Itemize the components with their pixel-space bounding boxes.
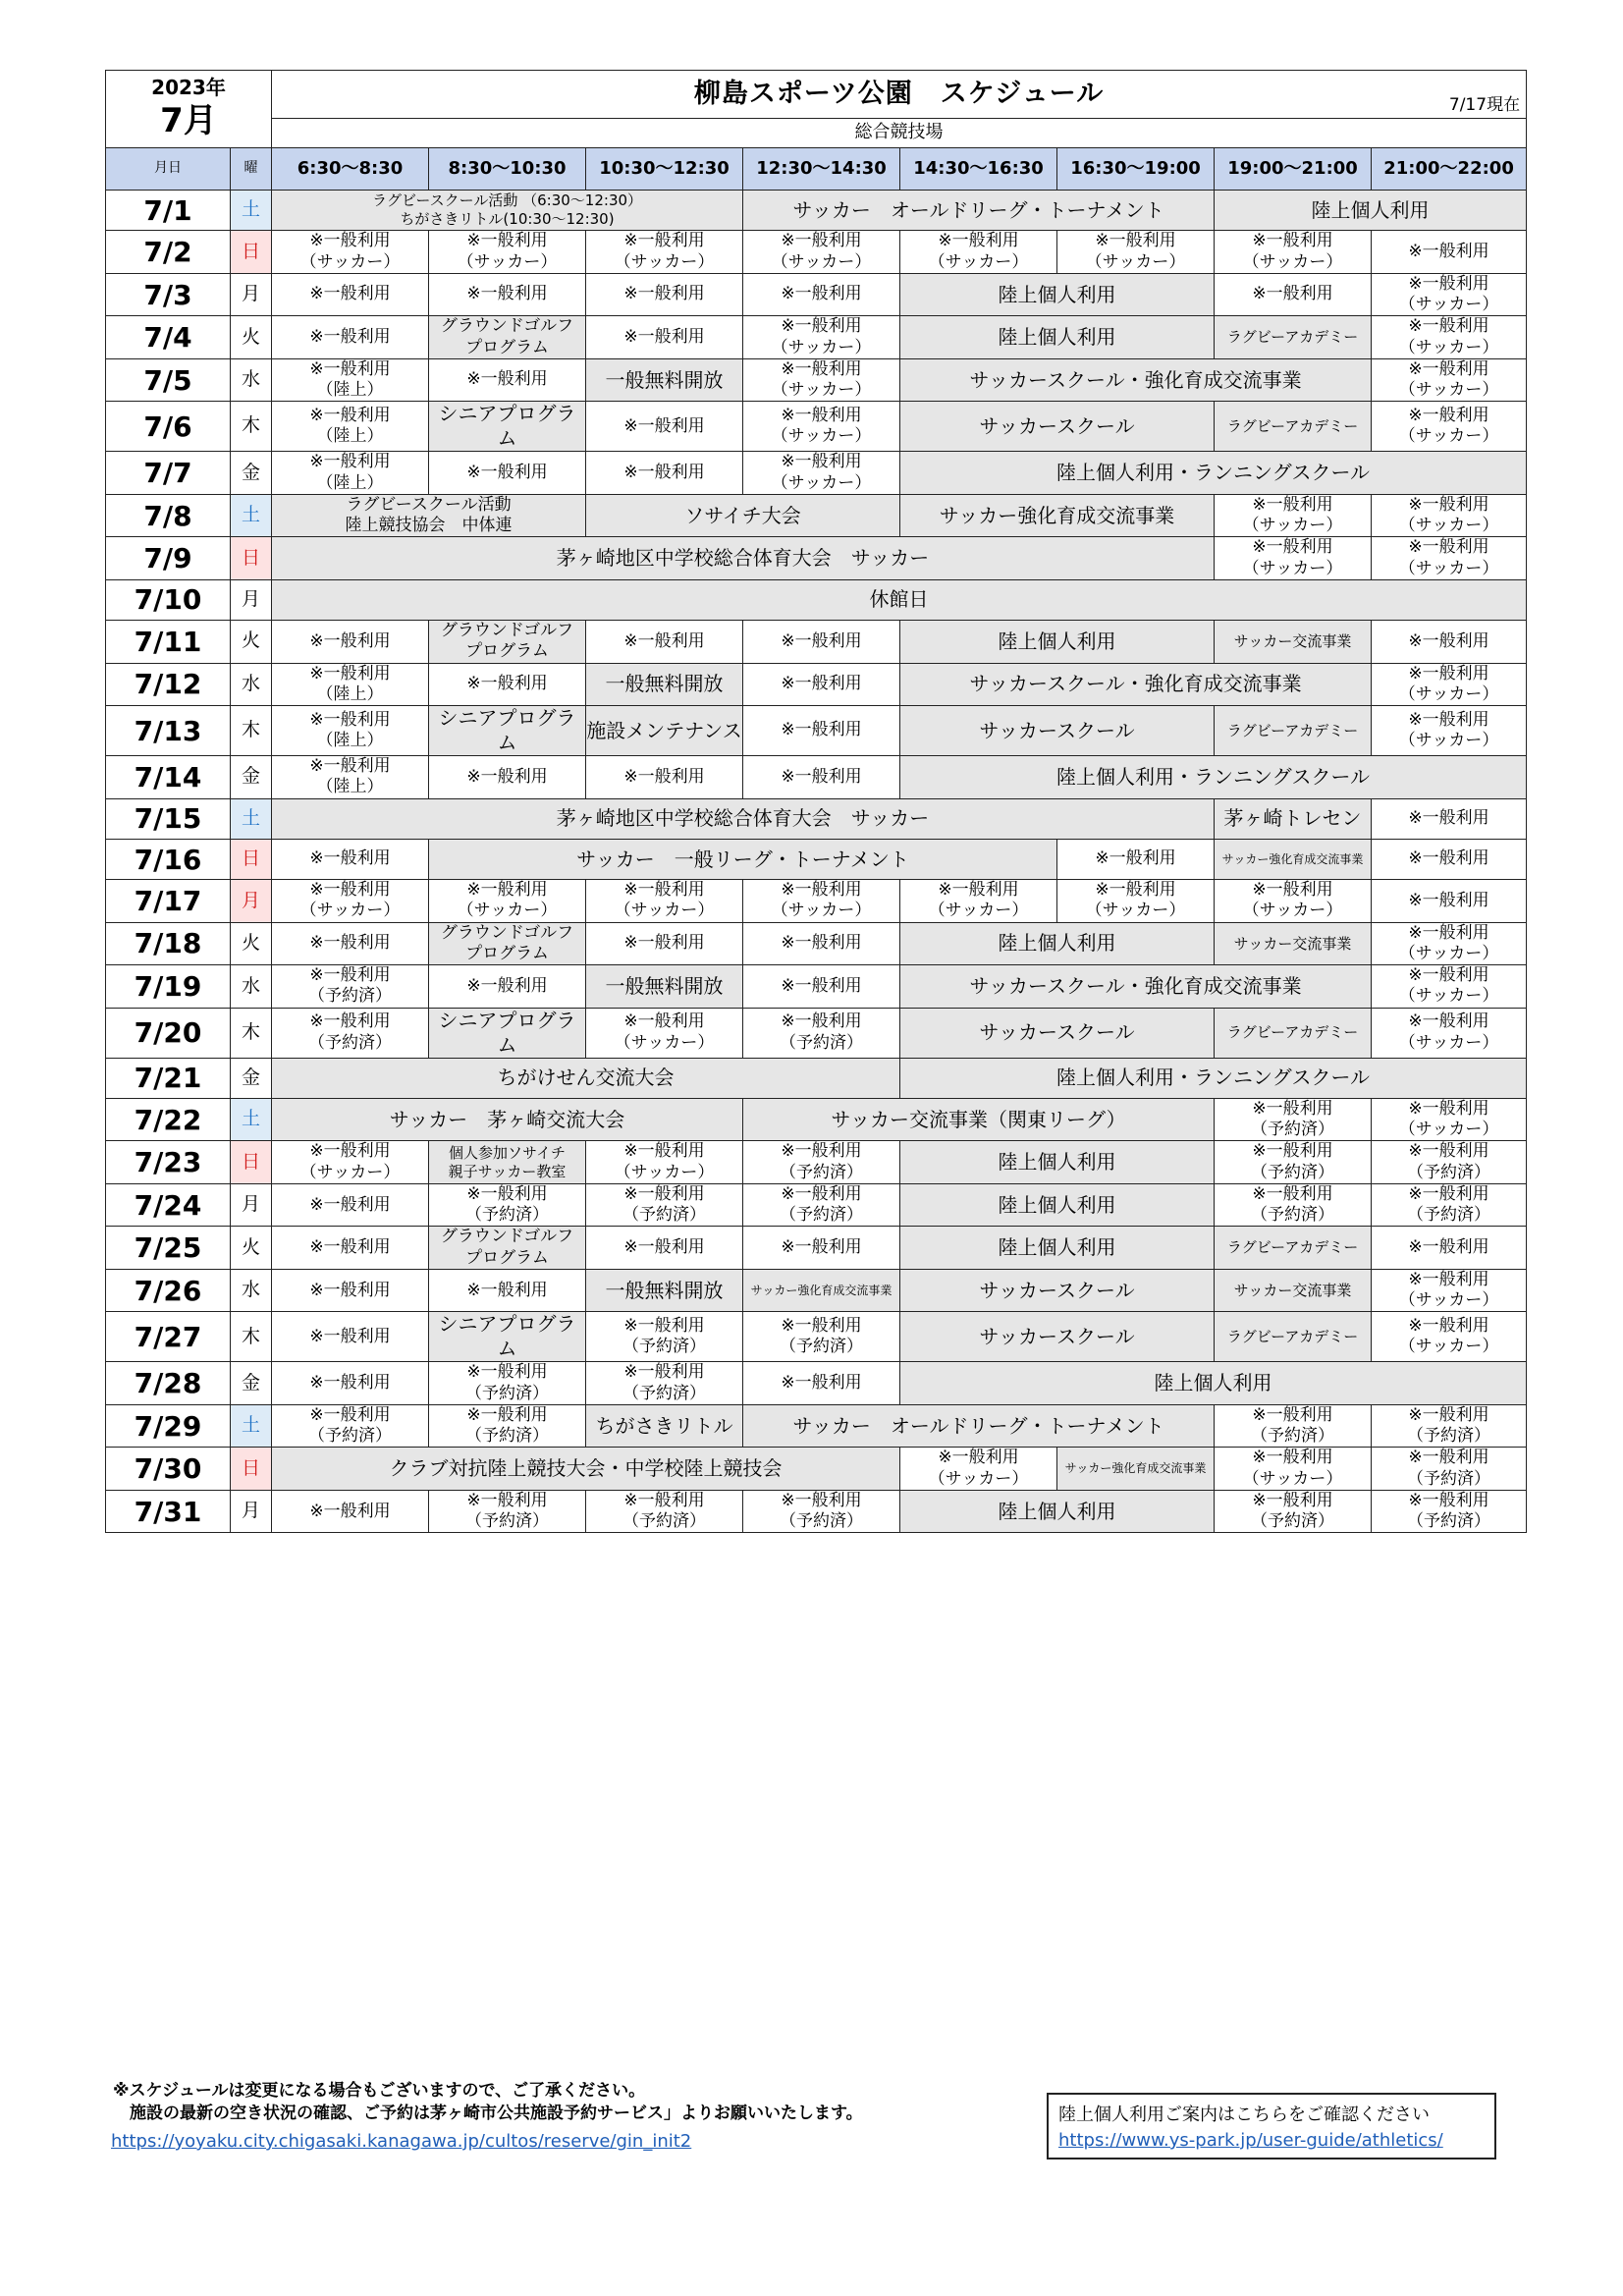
schedule-cell: ※一般利用 (429, 756, 586, 799)
schedule-row (106, 1141, 1527, 1184)
schedule-cell: ※一般利用 （サッカー） (272, 231, 429, 274)
schedule-cell: ※一般利用 （サッカー） (743, 452, 900, 495)
row-day-of-week: 水 (231, 663, 272, 706)
row-date: 7/13 (106, 706, 231, 756)
row-date: 7/21 (106, 1058, 231, 1098)
as-of-date: 7/17現在 (1448, 94, 1521, 115)
schedule-cell: サッカー交流事業 (1215, 1269, 1372, 1312)
row-date: 7/27 (106, 1312, 231, 1362)
row-day-of-week: 金 (231, 756, 272, 799)
schedule-cell: ※一般利用 （予約済） (586, 1183, 743, 1227)
schedule-cell: ※一般利用 （予約済） (429, 1362, 586, 1405)
schedule-row (106, 452, 1527, 495)
schedule-row (106, 1404, 1527, 1448)
schedule-cell: ※一般利用 （予約済） (743, 1008, 900, 1058)
schedule-cell: ※一般利用 (743, 621, 900, 664)
schedule-cell: サッカー交流事業 (1215, 621, 1372, 664)
schedule-cell: 陸上個人利用・ランニングスクール (900, 452, 1527, 495)
schedule-cell: ※一般利用 (1057, 839, 1215, 879)
row-date: 7/17 (106, 880, 231, 923)
schedule-row (106, 231, 1527, 274)
schedule-cell: ※一般利用 （予約済） (586, 1490, 743, 1533)
schedule-cell: ※一般利用 （サッカー） (1372, 537, 1527, 580)
schedule-cell: ※一般利用 (272, 1490, 429, 1533)
schedule-cell: ※一般利用 （サッカー） (1215, 494, 1372, 537)
schedule-cell: ソサイチ大会 (586, 494, 900, 537)
footer-notes (113, 2080, 863, 2125)
venue-label: 総合競技場 (272, 119, 1527, 148)
row-day-of-week: 木 (231, 402, 272, 452)
time-slot-header: 19:00～21:00 (1215, 148, 1372, 191)
schedule-row (106, 316, 1527, 359)
schedule-cell: ※一般利用 (272, 1312, 429, 1362)
schedule-cell: 陸上個人利用・ランニングスクール (900, 756, 1527, 799)
schedule-cell: ※一般利用 (272, 1227, 429, 1270)
schedule-cell: ※一般利用 （陸上） (272, 706, 429, 756)
schedule-cell: ※一般利用 (272, 922, 429, 965)
row-date: 7/29 (106, 1404, 231, 1448)
schedule-cell: ちがさきリトル (586, 1404, 743, 1448)
row-day-of-week: 土 (231, 494, 272, 537)
schedule-cell: サッカースクール・強化育成交流事業 (900, 965, 1372, 1009)
schedule-cell: ※一般利用 （陸上） (272, 452, 429, 495)
athletics-info-box (1047, 2093, 1496, 2159)
schedule-cell: ※一般利用 (429, 452, 586, 495)
schedule-cell: ※一般利用 （サッカー） (1372, 316, 1527, 359)
schedule-cell: ※一般利用 （予約済） (429, 1490, 586, 1533)
schedule-row (106, 621, 1527, 664)
schedule-cell: グラウンドゴルフ プログラム (429, 1227, 586, 1270)
schedule-cell: 陸上個人利用 (900, 1183, 1215, 1227)
row-date: 7/23 (106, 1141, 231, 1184)
schedule-table (105, 70, 1527, 1533)
schedule-cell: ※一般利用 （サッカー） (272, 880, 429, 923)
schedule-cell: ※一般利用 （サッカー） (1372, 494, 1527, 537)
schedule-cell: ※一般利用 (586, 922, 743, 965)
schedule-cell: ※一般利用 （サッカー） (1057, 231, 1215, 274)
schedule-cell: 茅ヶ崎トレセン (1215, 798, 1372, 839)
schedule-cell: ※一般利用 （サッカー） (429, 880, 586, 923)
schedule-cell: 陸上個人利用 (900, 621, 1215, 664)
time-slot-header: 6:30～8:30 (272, 148, 429, 191)
schedule-cell: ※一般利用 （予約済） (1372, 1448, 1527, 1491)
schedule-cell: ※一般利用 (586, 452, 743, 495)
schedule-cell: 陸上個人利用 (900, 1141, 1215, 1184)
schedule-cell: ※一般利用 （予約済） (743, 1183, 900, 1227)
row-date: 7/31 (106, 1490, 231, 1533)
schedule-row (106, 1312, 1527, 1362)
schedule-cell: ※一般利用 （サッカー） (1057, 880, 1215, 923)
schedule-cell: グラウンドゴルフ プログラム (429, 621, 586, 664)
schedule-cell: ※一般利用 （サッカー） (1215, 1448, 1372, 1491)
reservation-link[interactable]: https://yoyaku.city.chigasaki.kanagawa.jp/cultos/reserve/gin_init2 (111, 2131, 692, 2152)
row-day-of-week: 金 (231, 452, 272, 495)
schedule-cell: ※一般利用 (429, 1269, 586, 1312)
row-day-of-week: 火 (231, 621, 272, 664)
schedule-cell: ※一般利用 （サッカー） (586, 231, 743, 274)
schedule-cell: シニアプログラム (429, 402, 586, 452)
schedule-cell: 陸上個人利用 (900, 1362, 1527, 1405)
schedule-cell: ※一般利用 (743, 756, 900, 799)
row-date: 7/16 (106, 839, 231, 879)
schedule-cell: サッカー 一般リーグ・トーナメント (429, 839, 1057, 879)
schedule-cell: ※一般利用 （サッカー） (900, 1448, 1057, 1491)
schedule-cell: ラグビーアカデミー (1215, 706, 1372, 756)
schedule-cell: ※一般利用 (743, 1227, 900, 1270)
schedule-cell: ※一般利用 （サッカー） (743, 231, 900, 274)
schedule-cell: ※一般利用 （サッカー） (743, 402, 900, 452)
schedule-cell: 一般無料開放 (586, 358, 743, 402)
schedule-cell: 茅ヶ崎地区中学校総合体育大会 サッカー (272, 798, 1215, 839)
schedule-cell: ※一般利用 （サッカー） (1215, 231, 1372, 274)
schedule-cell: ※一般利用 (1372, 231, 1527, 274)
row-date: 7/10 (106, 579, 231, 620)
schedule-cell: サッカー オールドリーグ・トーナメント (743, 191, 1215, 231)
schedule-cell: ラグビースクール活動 （6:30～12:30） ちがさきリトル(10:30～12:30) (272, 191, 743, 231)
schedule-cell: ※一般利用 （サッカー） (1372, 1008, 1527, 1058)
schedule-row (106, 1490, 1527, 1533)
schedule-cell: 一般無料開放 (586, 965, 743, 1009)
schedule-cell: ※一般利用 (586, 316, 743, 359)
schedule-cell: ※一般利用 （サッカー） (272, 1141, 429, 1184)
schedule-cell: ラグビーアカデミー (1215, 1312, 1372, 1362)
schedule-cell: ※一般利用 (1372, 880, 1527, 923)
schedule-row (106, 663, 1527, 706)
schedule-cell: ラグビーアカデミー (1215, 1227, 1372, 1270)
schedule-cell: ※一般利用 (743, 1362, 900, 1405)
row-date: 7/26 (106, 1269, 231, 1312)
row-day-of-week: 金 (231, 1058, 272, 1098)
schedule-cell: ※一般利用 （サッカー） (586, 1008, 743, 1058)
row-date: 7/1 (106, 191, 231, 231)
schedule-cell: ※一般利用 （予約済） (1372, 1490, 1527, 1533)
row-day-of-week: 土 (231, 191, 272, 231)
row-day-of-week: 日 (231, 231, 272, 274)
schedule-cell: ※一般利用 （サッカー） (743, 880, 900, 923)
schedule-cell: ※一般利用 (429, 273, 586, 316)
schedule-cell: ラグビーアカデミー (1215, 402, 1372, 452)
row-date: 7/11 (106, 621, 231, 664)
col-dow-header: 曜 (231, 148, 272, 191)
schedule-cell: ※一般利用 （サッカー） (1372, 402, 1527, 452)
schedule-cell: サッカースクール (900, 1269, 1215, 1312)
schedule-cell: サッカー交流事業（関東リーグ） (743, 1098, 1215, 1141)
row-day-of-week: 土 (231, 798, 272, 839)
row-day-of-week: 水 (231, 358, 272, 402)
schedule-cell: ※一般利用 （サッカー） (429, 231, 586, 274)
row-day-of-week: 月 (231, 880, 272, 923)
schedule-row (106, 1058, 1527, 1098)
time-slot-header: 21:00～22:00 (1372, 148, 1527, 191)
schedule-cell: シニアプログラム (429, 1312, 586, 1362)
schedule-row (106, 1362, 1527, 1405)
schedule-cell: サッカー 茅ヶ崎交流大会 (272, 1098, 743, 1141)
row-date: 7/5 (106, 358, 231, 402)
schedule-cell: ※一般利用 （予約済） (272, 1404, 429, 1448)
schedule-cell: ※一般利用 （サッカー） (1372, 922, 1527, 965)
athletics-guide-link[interactable]: https://www.ys-park.jp/user-guide/athletics/ (1058, 2130, 1443, 2151)
schedule-cell: ※一般利用 （予約済） (586, 1312, 743, 1362)
row-date: 7/18 (106, 922, 231, 965)
schedule-cell: ※一般利用 （予約済） (586, 1362, 743, 1405)
schedule-row (106, 922, 1527, 965)
month-label: 7月 (160, 101, 217, 141)
row-day-of-week: 土 (231, 1098, 272, 1141)
row-date: 7/12 (106, 663, 231, 706)
row-date: 7/28 (106, 1362, 231, 1405)
schedule-cell: ラグビーアカデミー (1215, 316, 1372, 359)
schedule-row (106, 798, 1527, 839)
schedule-row (106, 1448, 1527, 1491)
schedule-cell: ※一般利用 (1372, 839, 1527, 879)
row-day-of-week: 日 (231, 537, 272, 580)
footer-note-1: ※スケジュールは変更になる場合もございますので、ご了承ください。 (113, 2081, 646, 2101)
schedule-cell: ※一般利用 (743, 922, 900, 965)
schedule-cell: グラウンドゴルフ プログラム (429, 316, 586, 359)
schedule-cell: ※一般利用 （サッカー） (1372, 273, 1527, 316)
schedule-cell: 陸上個人利用 (900, 1227, 1215, 1270)
row-day-of-week: 日 (231, 1141, 272, 1184)
time-slot-header: 8:30～10:30 (429, 148, 586, 191)
schedule-cell: ※一般利用 （予約済） (272, 965, 429, 1009)
schedule-cell: ※一般利用 (1215, 273, 1372, 316)
schedule-cell: ※一般利用 (743, 965, 900, 1009)
schedule-row (106, 358, 1527, 402)
schedule-cell: ※一般利用 (272, 621, 429, 664)
schedule-cell: サッカー オールドリーグ・トーナメント (743, 1404, 1215, 1448)
schedule-cell: 一般無料開放 (586, 1269, 743, 1312)
schedule-row (106, 880, 1527, 923)
row-day-of-week: 土 (231, 1404, 272, 1448)
schedule-cell: ※一般利用 （陸上） (272, 402, 429, 452)
schedule-cell: 陸上個人利用 (900, 273, 1215, 316)
schedule-cell: サッカースクール (900, 706, 1215, 756)
schedule-cell: 陸上個人利用 (900, 922, 1215, 965)
schedule-cell: ※一般利用 （予約済） (1215, 1490, 1372, 1533)
schedule-cell: ※一般利用 （予約済） (1215, 1183, 1372, 1227)
row-day-of-week: 木 (231, 1008, 272, 1058)
schedule-cell: ※一般利用 （予約済） (1372, 1141, 1527, 1184)
schedule-cell: 個人参加ソサイチ 親子サッカー教室 (429, 1141, 586, 1184)
col-date-header: 月日 (106, 148, 231, 191)
schedule-cell: ※一般利用 （陸上） (272, 358, 429, 402)
row-day-of-week: 月 (231, 1490, 272, 1533)
row-day-of-week: 月 (231, 579, 272, 620)
schedule-cell: ※一般利用 （予約済） (1215, 1141, 1372, 1184)
schedule-row (106, 965, 1527, 1009)
row-day-of-week: 木 (231, 706, 272, 756)
schedule-cell: ※一般利用 （予約済） (1215, 1404, 1372, 1448)
row-day-of-week: 月 (231, 273, 272, 316)
schedule-cell: ※一般利用 （予約済） (743, 1490, 900, 1533)
row-day-of-week: 火 (231, 922, 272, 965)
schedule-row (106, 756, 1527, 799)
schedule-cell: ※一般利用 （予約済） (429, 1404, 586, 1448)
schedule-cell: ※一般利用 (1372, 621, 1527, 664)
schedule-cell: ※一般利用 （サッカー） (586, 1141, 743, 1184)
schedule-cell: ※一般利用 （サッカー） (1372, 706, 1527, 756)
year-month-cell (106, 71, 272, 148)
schedule-row (106, 1269, 1527, 1312)
schedule-cell: ※一般利用 （サッカー） (743, 316, 900, 359)
schedule-cell: クラブ対抗陸上競技大会・中学校陸上競技会 (272, 1448, 900, 1491)
time-slot-header: 16:30～19:00 (1057, 148, 1215, 191)
schedule-row (106, 537, 1527, 580)
time-slot-header: 10:30～12:30 (586, 148, 743, 191)
schedule-row (106, 579, 1527, 620)
row-date: 7/22 (106, 1098, 231, 1141)
schedule-cell: サッカー交流事業 (1215, 922, 1372, 965)
time-slot-header: 12:30～14:30 (743, 148, 900, 191)
schedule-cell: ※一般利用 （サッカー） (1372, 358, 1527, 402)
row-day-of-week: 日 (231, 839, 272, 879)
schedule-row (106, 706, 1527, 756)
schedule-cell: ちがけせん交流大会 (272, 1058, 900, 1098)
schedule-cell: サッカー強化育成交流事業 (1057, 1448, 1215, 1491)
schedule-cell: サッカースクール・強化育成交流事業 (900, 663, 1372, 706)
row-date: 7/15 (106, 798, 231, 839)
row-date: 7/6 (106, 402, 231, 452)
schedule-cell: ※一般利用 （サッカー） (900, 880, 1057, 923)
time-slot-header: 14:30～16:30 (900, 148, 1057, 191)
schedule-cell: ※一般利用 (586, 756, 743, 799)
schedule-cell: ※一般利用 (272, 1362, 429, 1405)
schedule-cell: サッカー強化育成交流事業 (743, 1269, 900, 1312)
schedule-cell: ※一般利用 (272, 1183, 429, 1227)
schedule-cell: ※一般利用 （サッカー） (1372, 1098, 1527, 1141)
row-day-of-week: 日 (231, 1448, 272, 1491)
schedule-cell: ※一般利用 (429, 663, 586, 706)
page-title: 柳島スポーツ公園 スケジュール (693, 79, 1105, 110)
schedule-cell: ※一般利用 (586, 273, 743, 316)
row-date: 7/3 (106, 273, 231, 316)
schedule-cell: ※一般利用 (1372, 1227, 1527, 1270)
schedule-cell: ※一般利用 （サッカー） (743, 358, 900, 402)
schedule-cell: シニアプログラム (429, 1008, 586, 1058)
row-day-of-week: 火 (231, 1227, 272, 1270)
row-date: 7/19 (106, 965, 231, 1009)
schedule-cell: 茅ヶ崎地区中学校総合体育大会 サッカー (272, 537, 1215, 580)
row-date: 7/9 (106, 537, 231, 580)
row-date: 7/4 (106, 316, 231, 359)
schedule-cell: ※一般利用 (586, 402, 743, 452)
schedule-cell: ※一般利用 (272, 1269, 429, 1312)
schedule-cell: 陸上個人利用 (900, 316, 1215, 359)
schedule-cell: ※一般利用 （陸上） (272, 756, 429, 799)
row-date: 7/7 (106, 452, 231, 495)
schedule-row (106, 839, 1527, 879)
schedule-row (106, 273, 1527, 316)
schedule-cell: ※一般利用 (429, 965, 586, 1009)
schedule-cell: ※一般利用 （予約済） (272, 1008, 429, 1058)
schedule-cell: グラウンドゴルフ プログラム (429, 922, 586, 965)
schedule-cell: サッカースクール (900, 1312, 1215, 1362)
row-date: 7/14 (106, 756, 231, 799)
schedule-cell: サッカー強化育成交流事業 (1215, 839, 1372, 879)
footer-note-2: 施設の最新の空き状況の確認、ご予約は茅ヶ崎市公共施設予約サービス」よりお願いいたします。 (113, 2103, 863, 2123)
schedule-cell: 陸上個人利用・ランニングスクール (900, 1058, 1527, 1098)
schedule-cell: サッカースクール (900, 402, 1215, 452)
schedule-cell: ラグビースクール活動 陸上競技協会 中体連 (272, 494, 586, 537)
schedule-cell: ※一般利用 (272, 839, 429, 879)
schedule-cell: ※一般利用 （サッカー） (900, 231, 1057, 274)
row-day-of-week: 水 (231, 1269, 272, 1312)
schedule-cell: ラグビーアカデミー (1215, 1008, 1372, 1058)
schedule-cell: サッカー強化育成交流事業 (900, 494, 1215, 537)
schedule-row (106, 1227, 1527, 1270)
schedule-row (106, 191, 1527, 231)
schedule-cell: ※一般利用 (743, 663, 900, 706)
schedule-cell: ※一般利用 (743, 273, 900, 316)
schedule-row (106, 1183, 1527, 1227)
title-cell (272, 71, 1527, 119)
schedule-cell: 陸上個人利用 (900, 1490, 1215, 1533)
schedule-row (106, 494, 1527, 537)
schedule-cell: ※一般利用 （予約済） (429, 1183, 586, 1227)
schedule-cell: ※一般利用 （予約済） (743, 1141, 900, 1184)
schedule-cell: ※一般利用 （サッカー） (1372, 1269, 1527, 1312)
schedule-row (106, 1008, 1527, 1058)
schedule-cell: ※一般利用 （サッカー） (1372, 663, 1527, 706)
schedule-row (106, 402, 1527, 452)
schedule-cell: ※一般利用 （サッカー） (1215, 880, 1372, 923)
schedule-cell: サッカースクール (900, 1008, 1215, 1058)
schedule-cell: サッカースクール・強化育成交流事業 (900, 358, 1372, 402)
schedule-cell: ※一般利用 （サッカー） (1215, 537, 1372, 580)
schedule-cell: 休館日 (272, 579, 1527, 620)
schedule-cell: ※一般利用 （予約済） (1215, 1098, 1372, 1141)
row-date: 7/8 (106, 494, 231, 537)
schedule-cell: ※一般利用 (1372, 798, 1527, 839)
schedule-cell: ※一般利用 (586, 1227, 743, 1270)
row-date: 7/24 (106, 1183, 231, 1227)
year-label: 2023年 (151, 76, 226, 100)
row-day-of-week: 月 (231, 1183, 272, 1227)
row-day-of-week: 火 (231, 316, 272, 359)
athletics-info-text: 陸上個人利用ご案内はこちらをご確認ください (1058, 2105, 1430, 2125)
schedule-cell: ※一般利用 (586, 621, 743, 664)
row-day-of-week: 木 (231, 1312, 272, 1362)
schedule-cell: ※一般利用 （サッカー） (1372, 965, 1527, 1009)
schedule-row (106, 1098, 1527, 1141)
row-date: 7/30 (106, 1448, 231, 1491)
schedule-cell: ※一般利用 （陸上） (272, 663, 429, 706)
schedule-cell: シニアプログラム (429, 706, 586, 756)
schedule-cell: ※一般利用 (272, 273, 429, 316)
row-day-of-week: 金 (231, 1362, 272, 1405)
schedule-cell: ※一般利用 （サッカー） (586, 880, 743, 923)
schedule-cell: ※一般利用 (272, 316, 429, 359)
row-date: 7/2 (106, 231, 231, 274)
schedule-cell: ※一般利用 （予約済） (743, 1312, 900, 1362)
row-date: 7/25 (106, 1227, 231, 1270)
schedule-cell: ※一般利用 (429, 358, 586, 402)
schedule-cell: ※一般利用 (743, 706, 900, 756)
row-day-of-week: 水 (231, 965, 272, 1009)
schedule-cell: 陸上個人利用 (1215, 191, 1527, 231)
schedule-cell: 施設メンテナンス (586, 706, 743, 756)
schedule-cell: ※一般利用 （サッカー） (1372, 1312, 1527, 1362)
row-date: 7/20 (106, 1008, 231, 1058)
schedule-cell: 一般無料開放 (586, 663, 743, 706)
schedule-cell: ※一般利用 （予約済） (1372, 1183, 1527, 1227)
schedule-cell: ※一般利用 （予約済） (1372, 1404, 1527, 1448)
